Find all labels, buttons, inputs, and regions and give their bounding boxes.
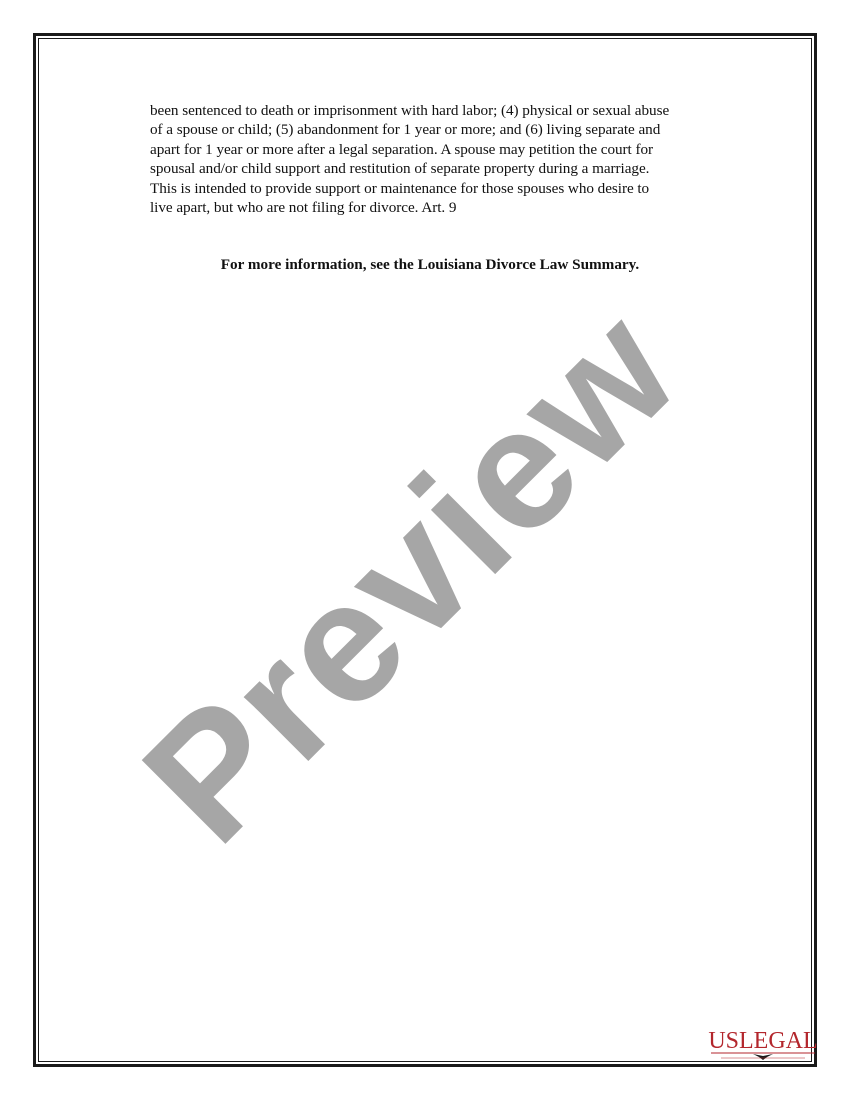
more-info-line: For more information, see the Louisiana Divorce Law Summary. bbox=[220, 256, 640, 273]
body-paragraph: been sentenced to death or imprisonment with hard labor; (4) physical or sexual abuse of a spouse or child; (5) abandonment for 1 year or more; and (6) living separate and apart for 1 year or more after a legal separation. A spouse may petition the court for spousal and/or child support and restitution of separate property during a marriage. This is intended to provide support or maintenance for those spouses who desire to live apart, but who are not filing for divorce. Art. 9 bbox=[150, 102, 670, 217]
preview-watermark-text: Preview bbox=[107, 272, 714, 879]
eagle-emblem-icon bbox=[753, 1054, 773, 1060]
uslegal-logo-text: USLEGAL bbox=[708, 1028, 818, 1054]
uslegal-logo bbox=[707, 1026, 819, 1064]
